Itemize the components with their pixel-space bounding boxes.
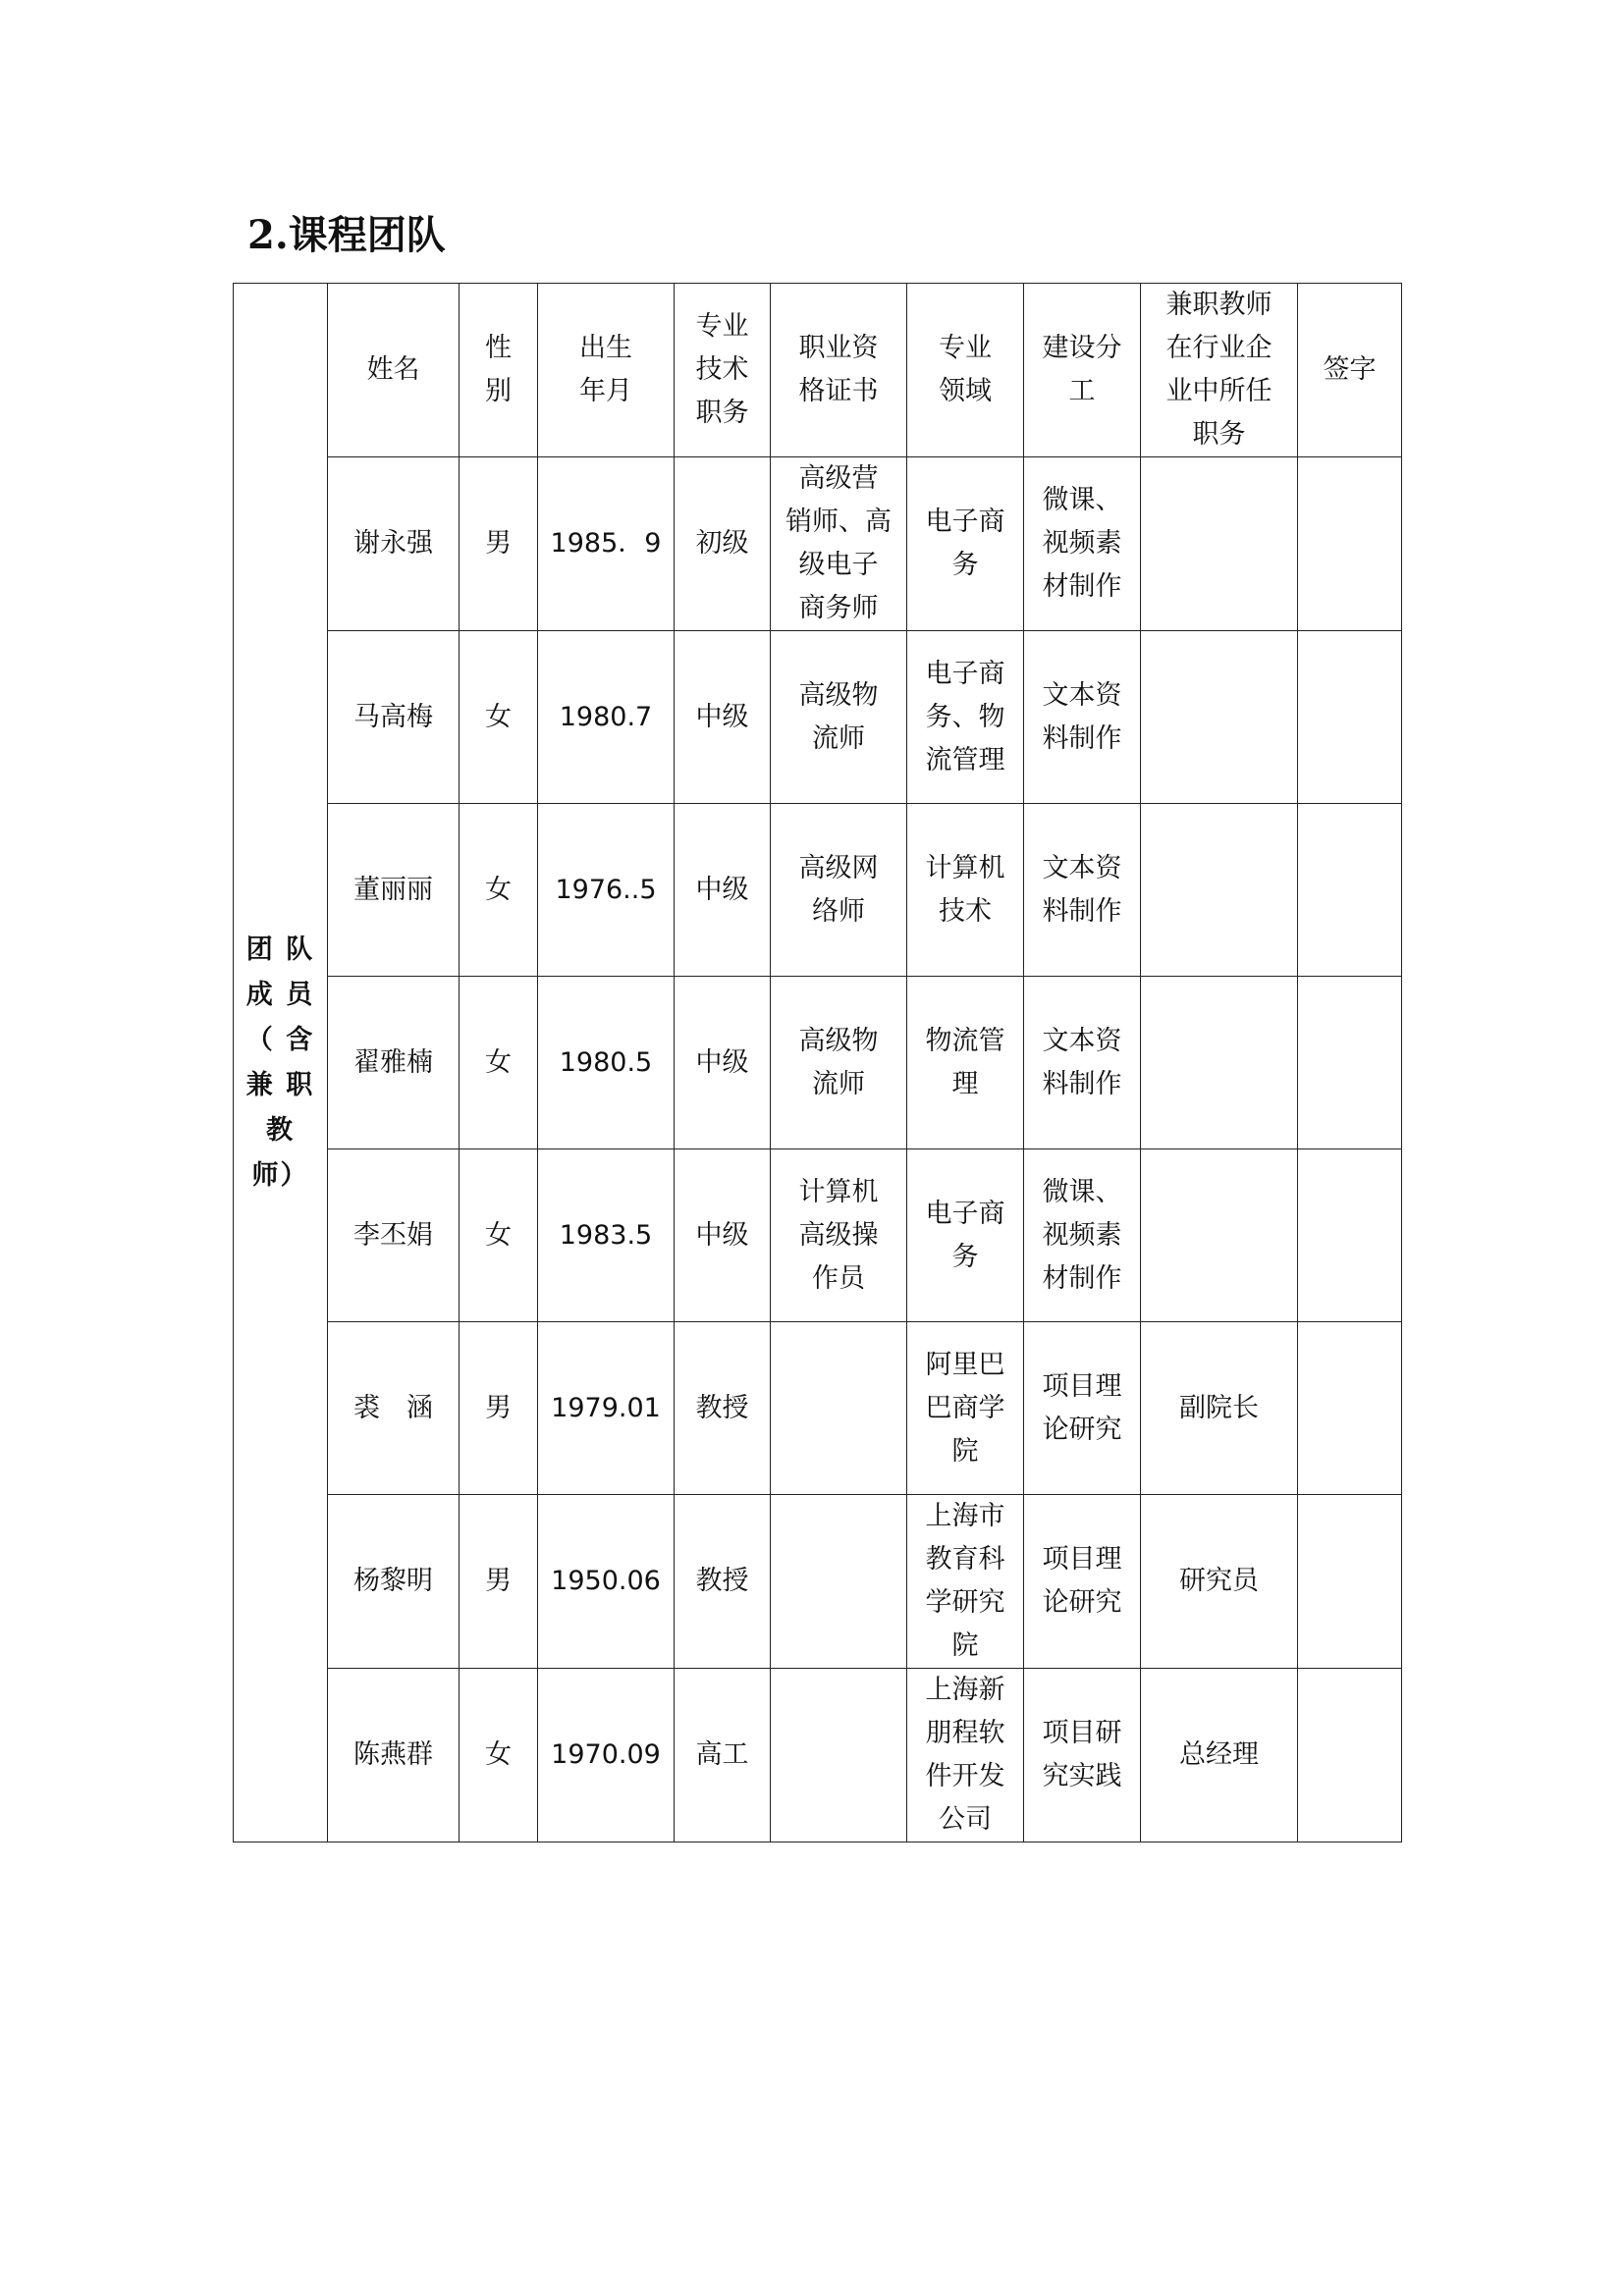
member-title-cell [675,804,771,977]
member-birth-cell [538,631,675,804]
member-field: 电子商 务 [925,1198,1005,1272]
member-birth: 1970.09 [551,1739,661,1770]
member-role: 项目理 论研究 [1042,1544,1122,1618]
team-table [233,283,1402,1842]
table-row [234,1669,1402,1842]
header-certificate [771,284,907,457]
header-gender-label: 性 别 [485,333,512,406]
member-certificate-cell [771,631,907,804]
member-gender-cell [460,1322,538,1495]
member-field: 上海市 教育科 学研究 院 [925,1501,1005,1661]
member-role-cell [1024,804,1141,977]
member-title-cell [675,1669,771,1842]
header-certificate-label: 职业资 格证书 [798,333,879,406]
member-certificate-cell [771,1149,907,1322]
member-title: 教授 [695,1566,749,1596]
header-gender [460,284,538,457]
member-title-cell [675,1322,771,1495]
member-role-cell [1024,631,1141,804]
member-gender-cell [460,977,538,1149]
member-field-cell [907,804,1024,977]
table-row [234,457,1402,631]
member-birth: 1950.06 [551,1566,661,1596]
member-signature-cell [1298,1495,1402,1669]
member-signature-cell [1298,804,1402,977]
member-certificate-cell [771,804,907,977]
member-position-cell [1141,977,1298,1149]
member-role: 文本资 料制作 [1042,679,1122,754]
member-position-cell [1141,804,1298,977]
member-gender: 男 [485,528,512,559]
header-role [1024,284,1141,457]
member-position: 总经理 [1179,1739,1259,1770]
member-field-cell [907,631,1024,804]
member-name-cell [328,1149,460,1322]
member-birth-cell [538,1149,675,1322]
member-role-cell [1024,457,1141,631]
header-title-label: 专业 技术 职务 [695,311,749,428]
member-name: 李丕娟 [353,1219,433,1251]
member-gender: 女 [485,1219,512,1251]
member-birth-cell [538,1322,675,1495]
member-gender-cell [460,457,538,631]
member-name: 谢永强 [353,528,433,559]
header-role-label: 建设分 工 [1042,333,1122,406]
member-gender: 男 [485,1392,512,1423]
member-name: 陈燕群 [353,1739,433,1770]
member-field: 电子商 务、物 流管理 [925,658,1005,775]
member-field: 电子商 务 [925,507,1005,580]
member-birth: 1985．9 [550,528,662,559]
member-title-cell [675,457,771,631]
member-position: 研究员 [1179,1566,1259,1596]
table-row [234,977,1402,1149]
member-title: 中级 [695,701,749,732]
member-name-cell [328,1322,460,1495]
member-gender-cell [460,1669,538,1842]
member-position-cell [1141,457,1298,631]
member-gender: 女 [485,874,512,905]
member-certificate-cell [771,1322,907,1495]
table-row [234,1495,1402,1669]
member-birth: 1980.5 [559,1046,653,1078]
member-name-cell [328,977,460,1149]
header-position-label: 兼职教师 在行业企 业中所任 职务 [1165,290,1272,450]
member-title-cell [675,1495,771,1669]
member-gender: 女 [485,1739,512,1770]
member-birth: 1976..5 [555,874,657,905]
member-name: 董丽丽 [353,874,433,905]
member-field: 计算机 技术 [925,852,1005,927]
member-position-cell [1141,1495,1298,1669]
member-gender: 男 [485,1566,512,1596]
member-gender-cell [460,804,538,977]
member-certificate-cell [771,457,907,631]
member-position-cell [1141,1322,1298,1495]
member-birth: 1983.5 [559,1219,653,1251]
member-birth-cell [538,1495,675,1669]
header-signature [1298,284,1402,457]
member-name: 杨黎明 [353,1566,433,1596]
member-role-cell [1024,977,1141,1149]
header-birth-label: 出生 年月 [579,333,632,406]
member-signature-cell [1298,977,1402,1149]
member-name-cell [328,457,460,631]
member-position-cell [1141,1149,1298,1322]
header-title [675,284,771,457]
member-field-cell [907,1495,1024,1669]
table-header-row [234,284,1402,457]
header-birth [538,284,675,457]
member-signature-cell [1298,1669,1402,1842]
member-name-cell [328,631,460,804]
member-role-cell [1024,1149,1141,1322]
member-certificate-cell [771,1669,907,1842]
member-birth-cell [538,457,675,631]
member-field-cell [907,977,1024,1149]
table-row [234,1322,1402,1495]
member-field: 物流管 理 [925,1025,1005,1099]
member-name-cell [328,1669,460,1842]
table-row [234,804,1402,977]
member-position-cell [1141,631,1298,804]
member-gender: 女 [485,1046,512,1078]
member-birth-cell [538,1669,675,1842]
member-birth: 1980.7 [559,701,653,732]
member-role: 文本资 料制作 [1042,852,1122,927]
member-title: 教授 [695,1392,749,1423]
member-title: 中级 [695,1219,749,1251]
member-role: 微课、 视频素 材制作 [1042,485,1122,602]
member-field-cell [907,1669,1024,1842]
section-heading: 2.课程团队 [247,212,446,258]
member-signature-cell [1298,1149,1402,1322]
member-certificate-cell [771,1495,907,1669]
header-signature-label: 签字 [1323,354,1377,385]
member-gender-cell [460,1495,538,1669]
member-position-cell [1141,1669,1298,1842]
header-field-label: 专业 领域 [939,333,992,406]
member-certificate: 高级营 销师、高 级电子 商务师 [785,463,892,623]
member-certificate: 高级物 流师 [798,679,879,754]
member-gender-cell [460,631,538,804]
member-field-cell [907,1149,1024,1322]
member-gender: 女 [485,701,512,732]
member-birth-cell [538,977,675,1149]
member-role: 项目理 论研究 [1042,1370,1122,1445]
member-role: 文本资 料制作 [1042,1025,1122,1099]
member-certificate-cell [771,977,907,1149]
member-name-cell [328,1495,460,1669]
member-certificate: 高级物 流师 [798,1025,879,1099]
header-name [328,284,460,457]
table-row [234,1149,1402,1322]
member-gender-cell [460,1149,538,1322]
member-name: 裘 涵 [353,1392,433,1423]
table-row [234,631,1402,804]
member-role: 微课、 视频素 材制作 [1042,1176,1122,1294]
member-role-cell [1024,1669,1141,1842]
member-title: 中级 [695,874,749,905]
member-title: 初级 [695,528,749,559]
member-title: 中级 [695,1046,749,1078]
member-name: 马高梅 [353,701,433,732]
member-certificate: 高级网 络师 [798,852,879,927]
team-members-label: 团 队 成 员 （ 含 兼 职 教 师） [245,934,315,1191]
member-birth-cell [538,804,675,977]
member-field-cell [907,1322,1024,1495]
member-name-cell [328,804,460,977]
team-members-label-cell [234,284,328,1842]
member-field: 上海新 朋程软 件开发 公司 [925,1675,1005,1835]
member-role-cell [1024,1495,1141,1669]
member-birth: 1979.01 [551,1392,661,1423]
member-name: 翟雅楠 [353,1046,433,1078]
member-field-cell [907,457,1024,631]
member-signature-cell [1298,457,1402,631]
header-field [907,284,1024,457]
member-title-cell [675,1149,771,1322]
member-title: 高工 [695,1739,749,1770]
member-signature-cell [1298,631,1402,804]
member-signature-cell [1298,1322,1402,1495]
header-name-label: 姓名 [366,354,420,385]
member-field: 阿里巴 巴商学 院 [925,1349,1005,1467]
member-title-cell [675,631,771,804]
member-role-cell [1024,1322,1141,1495]
member-role: 项目研 究实践 [1042,1718,1122,1791]
member-title-cell [675,977,771,1149]
header-position [1141,284,1298,457]
member-certificate: 计算机 高级操 作员 [798,1176,879,1294]
member-position: 副院长 [1179,1392,1259,1423]
